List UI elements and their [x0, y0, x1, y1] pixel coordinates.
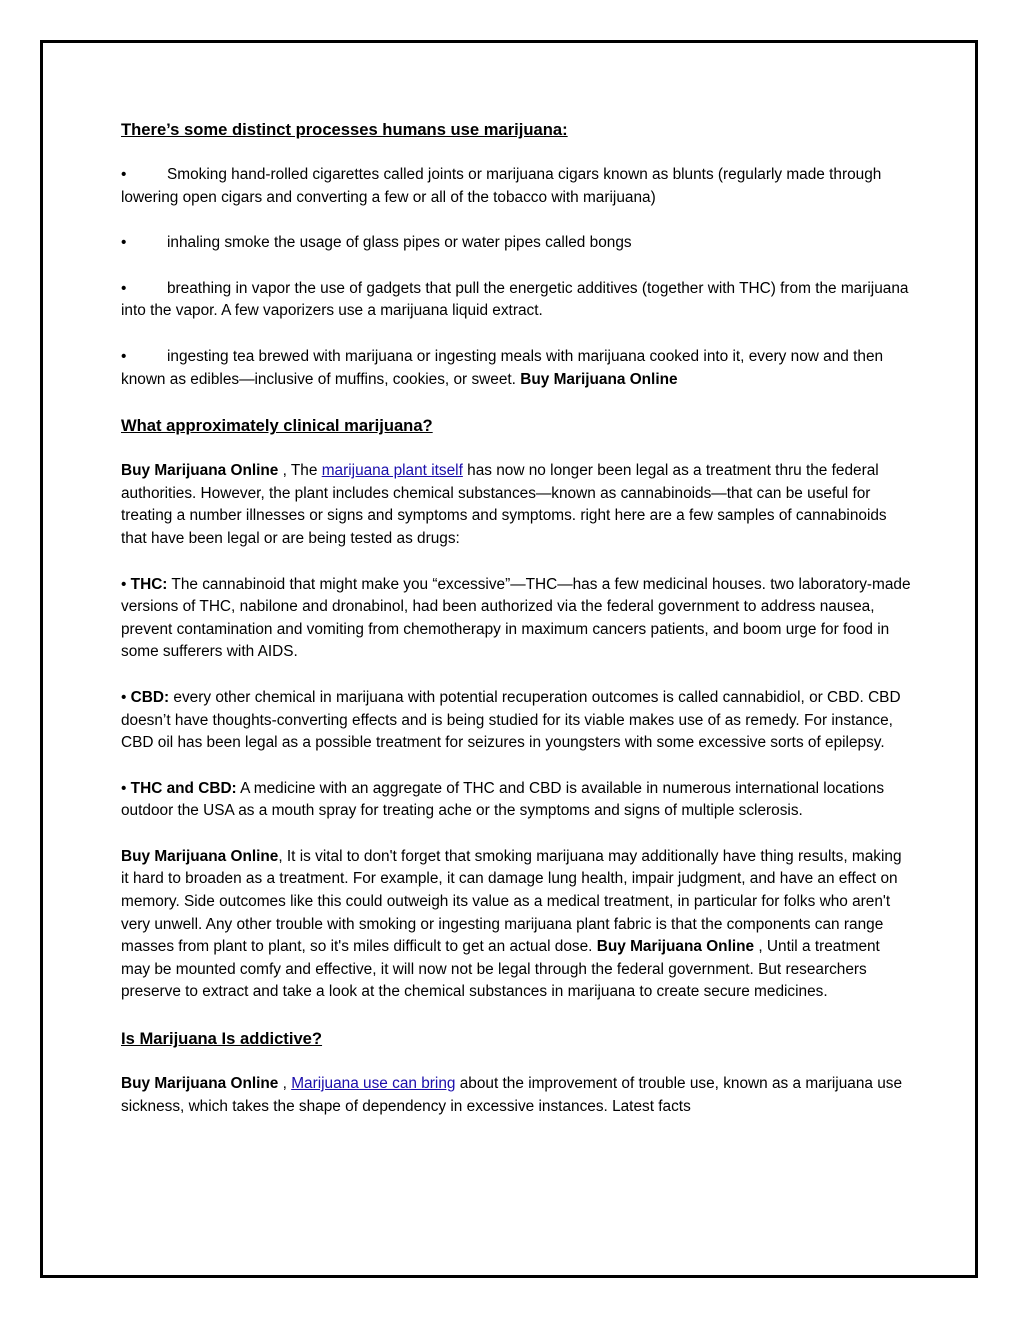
list-item: • inhaling smoke the usage of glass pipes or water pipes called bongs [121, 232, 911, 255]
bullet: • [121, 347, 127, 365]
paragraph-smoking-risks: Buy Marijuana Online, It is vital to don't forget that smoking marijuana may additionally have thing results, making it hard to broaden as a treatment. For example, it can damage lung health, impair judgment, and have an effect on memory. Side outcomes like this could outweigh its value as a medical treatment, in particular for folks who aren't very unwell. Any other trouble with smoking or ingesting marijuana plant fabric is that the components can range masses from plant to plant, so it's miles difficult to get an actual dose. Buy Marijuana Online , Until a treatment may be mounted comfy and effective, it will now not be legal through the federal government. But researchers preserve to extract and take a look at the chemical substances in marijuana to create secure medicines. [121, 847, 902, 1001]
document-body [121, 118, 911, 1118]
link-marijuana-plant-itself[interactable]: marijuana plant itself [321, 462, 463, 480]
list-item: • Smoking hand-rolled cigarettes called joints or marijuana cigars known as blunts (regularly made through lowering open cigars and converting a few or all of the tobacco with marijuana) [121, 166, 882, 206]
list-item: • breathing in vapor the use of gadgets that pull the energetic additives (together with THC) from the marijuana into the vapor. A few vaporizers use a marijuana liquid extract. [121, 279, 909, 320]
section-heading-clinical: What approximately clinical marijuana? [121, 416, 433, 436]
paragraph-thc: • THC: The cannabinoid that might make you “excessive”—THC—has a few medicinal houses. two laboratory-made versions of THC, nabilone and dronabinol, had been authorized via the federal government to address nausea, prevent contamination and vomiting from chemotherapy in maximum cancers patients, and boom urge for food in some sufferers with AIDS. [121, 575, 911, 661]
paragraph-thc-and-cbd: • THC and CBD: A medicine with an aggregate of THC and CBD is available in numerous international locations outdoor the USA as a mouth spray for treating ache or the symptoms and signs of multiple sclerosis. [121, 779, 885, 820]
list-item: • ingesting tea brewed with marijuana or ingesting meals with marijuana cooked into it, every now and then known as edibles—inclusive of muffins, cookies, or sweet. Buy Marijuana Online [121, 347, 884, 388]
bullet: • [121, 279, 127, 297]
section-heading-processes: There’s some distinct processes humans use marijuana: [121, 120, 568, 139]
link-marijuana-use-can-bring[interactable]: Marijuana use can bring [291, 1075, 456, 1093]
bullet: • [121, 234, 127, 252]
paragraph-addiction: Buy Marijuana Online , Marijuana use can bring about the improvement of trouble use, known as a marijuana use sickness, which takes the shape of dependency in excessive instances. Latest facts [121, 1075, 903, 1115]
buy-marijuana-bold: Buy Marijuana Online [520, 370, 678, 388]
paragraph-cbd: • CBD: every other chemical in marijuana with potential recuperation outcomes is called cannabidiol, or CBD. CBD doesn’t have thoughts-converting effects and is being studied for its viable makes use of as remedy. For instance, CBD oil has been legal as a possible treatment for seizures in youngsters with some excessive sorts of epilepsy. [121, 688, 901, 752]
section-heading-addictive: Is Marijuana Is addictive? [121, 1029, 323, 1049]
bullet: • [121, 166, 127, 183]
paragraph-intro: Buy Marijuana Online , The marijuana plant itself has now no longer been legal as a treatment thru the federal authorities. However, the plant includes chemical substances—known as cannabinoids—that can be useful for treating a number illnesses or signs and symptoms and symptoms. right here are a few samples of cannabinoids that have been legal or are being tested as drugs: [121, 462, 887, 547]
